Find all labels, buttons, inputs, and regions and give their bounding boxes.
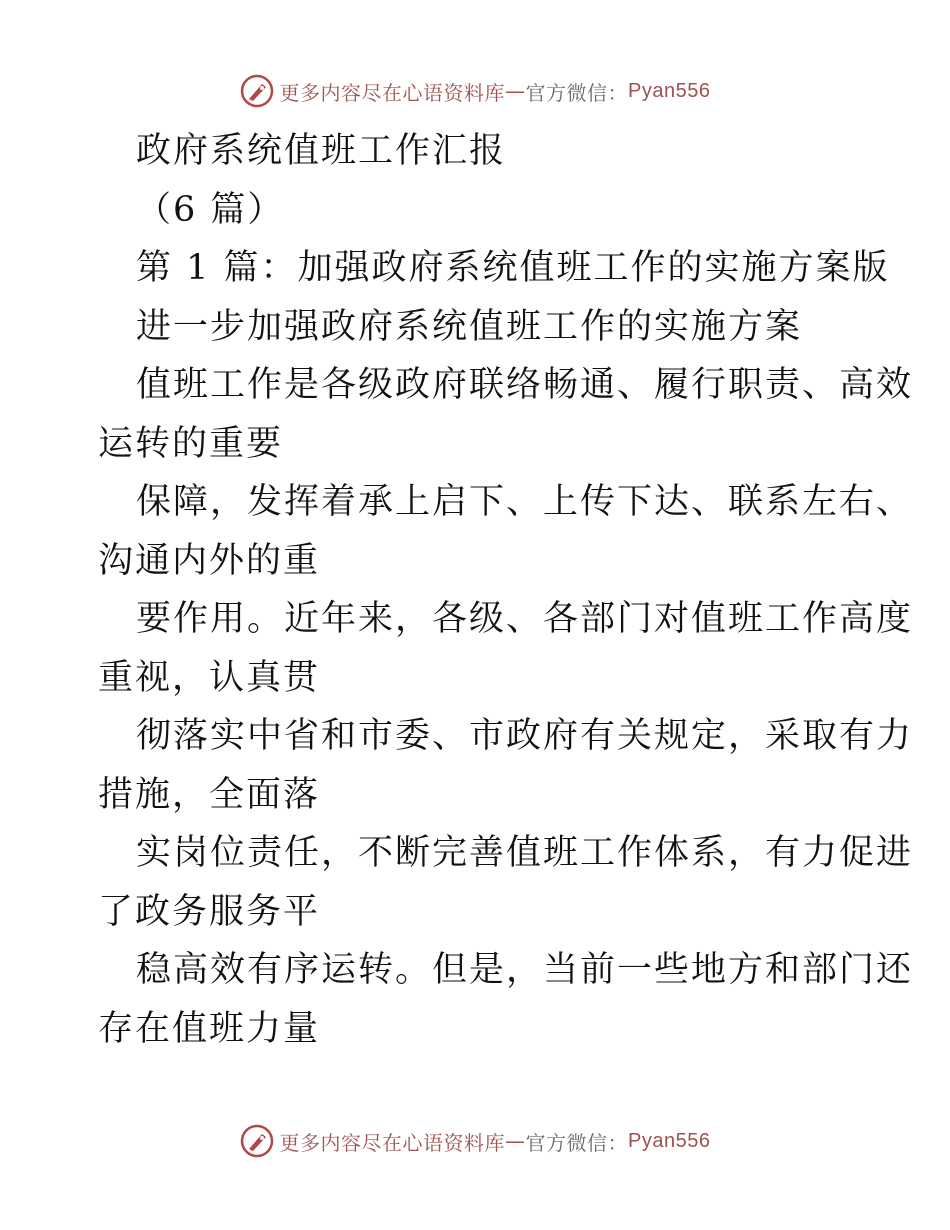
document-line: 值班工作是各级政府联络畅通、履行职责、高效	[136, 365, 914, 405]
watermark-wechat-id: Pyan556	[628, 79, 711, 102]
document-body	[98, 122, 914, 1058]
watermark-text: 更多内容尽在心语资料库	[279, 80, 506, 105]
document-line: 存在值班力量	[98, 1008, 321, 1049]
document-line: 进一步加强政府系统值班工作的实施方案	[136, 306, 803, 347]
document-line: 运转的重要	[98, 423, 284, 464]
document-line: 了政务服务平	[98, 891, 321, 932]
document-line: 要作用。近年来，各级、各部门对值班工作高度	[136, 599, 914, 639]
pen-nib-logo-icon	[240, 74, 274, 108]
document-line: 第 1 篇：加强政府系统值班工作的实施方案版	[136, 248, 890, 288]
document-line: 重视，认真贯	[98, 657, 321, 698]
watermark-official-label: 官方微信：	[525, 80, 629, 105]
document-line: 保障，发挥着承上启下、上传下达、联系左右、	[136, 482, 914, 522]
document-line: 沟通内外的重	[98, 540, 321, 581]
footer-watermark	[0, 1124, 950, 1158]
watermark-separator: —	[505, 1129, 526, 1153]
watermark-text: 更多内容尽在心语资料库	[279, 1130, 506, 1155]
document-title: 政府系统值班工作汇报	[136, 131, 507, 171]
document-line: 措施，全面落	[98, 774, 321, 815]
pen-nib-logo-icon	[240, 1124, 274, 1158]
watermark-separator: —	[505, 79, 526, 103]
document-line: 稳高效有序运转。但是，当前一些地方和部门还	[136, 950, 914, 990]
document-line: 彻落实中省和市委、市政府有关规定，采取有力	[136, 716, 914, 756]
document-line: （6 篇）	[136, 189, 285, 230]
document-line: 实岗位责任，不断完善值班工作体系，有力促进	[136, 833, 914, 873]
header-watermark	[0, 74, 950, 108]
watermark-wechat-id: Pyan556	[628, 1129, 711, 1152]
watermark-official-label: 官方微信：	[525, 1130, 629, 1155]
